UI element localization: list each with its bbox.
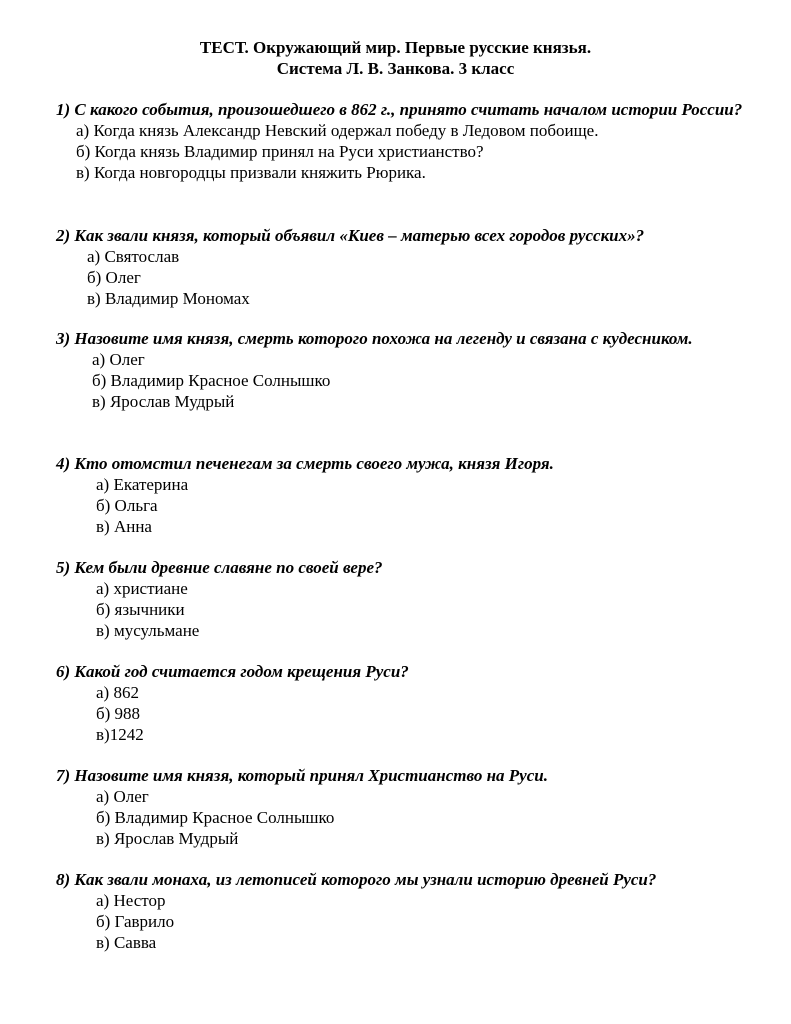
answer-option: б) Владимир Красное Солнышко bbox=[92, 371, 331, 390]
question-2 bbox=[56, 225, 746, 309]
question-text: 8) Как звали монаха, из летописей которого мы узнали историю древней Руси? bbox=[56, 870, 657, 889]
document-title: ТЕСТ. Окружающий мир. Первые русские князья. bbox=[199, 38, 592, 57]
answer-option: а) 862 bbox=[96, 683, 139, 702]
answer-options bbox=[56, 349, 746, 412]
question-text: 2) Как звали князя, который объявил «Киев – матерью всех городов русских»? bbox=[56, 226, 645, 245]
question-7 bbox=[56, 765, 746, 849]
answer-option: а) Олег bbox=[92, 350, 145, 369]
answer-option: в) Ярослав Мудрый bbox=[96, 829, 239, 848]
answer-options bbox=[56, 120, 746, 183]
answer-option: в) Анна bbox=[96, 517, 152, 536]
answer-options bbox=[56, 246, 746, 309]
answer-option: а) Олег bbox=[96, 787, 149, 806]
answer-option: в) Савва bbox=[96, 933, 157, 952]
question-3 bbox=[56, 328, 746, 412]
question-text: 6) Какой год считается годом крещения Руси? bbox=[56, 662, 409, 681]
answer-option: б) язычники bbox=[96, 600, 185, 619]
question-text: 3) Назовите имя князя, смерть которого похожа на легенду и связана с кудесником. bbox=[56, 329, 693, 348]
answer-option: б) Олег bbox=[87, 268, 141, 287]
document-subtitle: Система Л. В. Занкова. 3 класс bbox=[276, 59, 515, 78]
answer-options bbox=[56, 682, 746, 745]
answer-option: б) Гаврило bbox=[96, 912, 175, 931]
question-6 bbox=[56, 661, 746, 745]
answer-options bbox=[56, 786, 746, 849]
question-text: 5) Кем были древние славяне по своей вере? bbox=[56, 558, 383, 577]
question-4 bbox=[56, 453, 746, 537]
answer-option: а) Екатерина bbox=[96, 475, 189, 494]
question-text: 7) Назовите имя князя, который принял Христианство на Руси. bbox=[56, 766, 548, 785]
answer-options bbox=[56, 474, 746, 537]
answer-option: б) Ольга bbox=[96, 496, 158, 515]
answer-option: б) Владимир Красное Солнышко bbox=[96, 808, 335, 827]
answer-options bbox=[56, 890, 746, 953]
answer-option: а) Когда князь Александр Невский одержал победу в Ледовом побоище. bbox=[76, 121, 599, 140]
answer-option: в) мусульмане bbox=[96, 621, 200, 640]
answer-option: в) Владимир Мономах bbox=[87, 289, 250, 308]
question-1 bbox=[56, 99, 746, 183]
answer-option: в) Когда новгородцы призвали княжить Рюрика. bbox=[76, 163, 426, 182]
question-text: 4) Кто отомстил печенегам за смерть своего мужа, князя Игоря. bbox=[56, 454, 554, 473]
answer-option: в) Ярослав Мудрый bbox=[92, 392, 235, 411]
answer-option: а) христиане bbox=[96, 579, 188, 598]
answer-options bbox=[56, 578, 746, 641]
question-8 bbox=[56, 869, 746, 953]
answer-option: а) Нестор bbox=[96, 891, 166, 910]
answer-option: б) Когда князь Владимир принял на Руси христианство? bbox=[76, 142, 484, 161]
question-5 bbox=[56, 557, 746, 641]
document-header bbox=[0, 37, 791, 79]
question-text: 1) С какого события, произошедшего в 862 г., принято считать началом истории России? bbox=[56, 100, 743, 119]
answer-option: в)1242 bbox=[96, 725, 144, 744]
answer-option: а) Святослав bbox=[87, 247, 180, 266]
answer-option: б) 988 bbox=[96, 704, 141, 723]
